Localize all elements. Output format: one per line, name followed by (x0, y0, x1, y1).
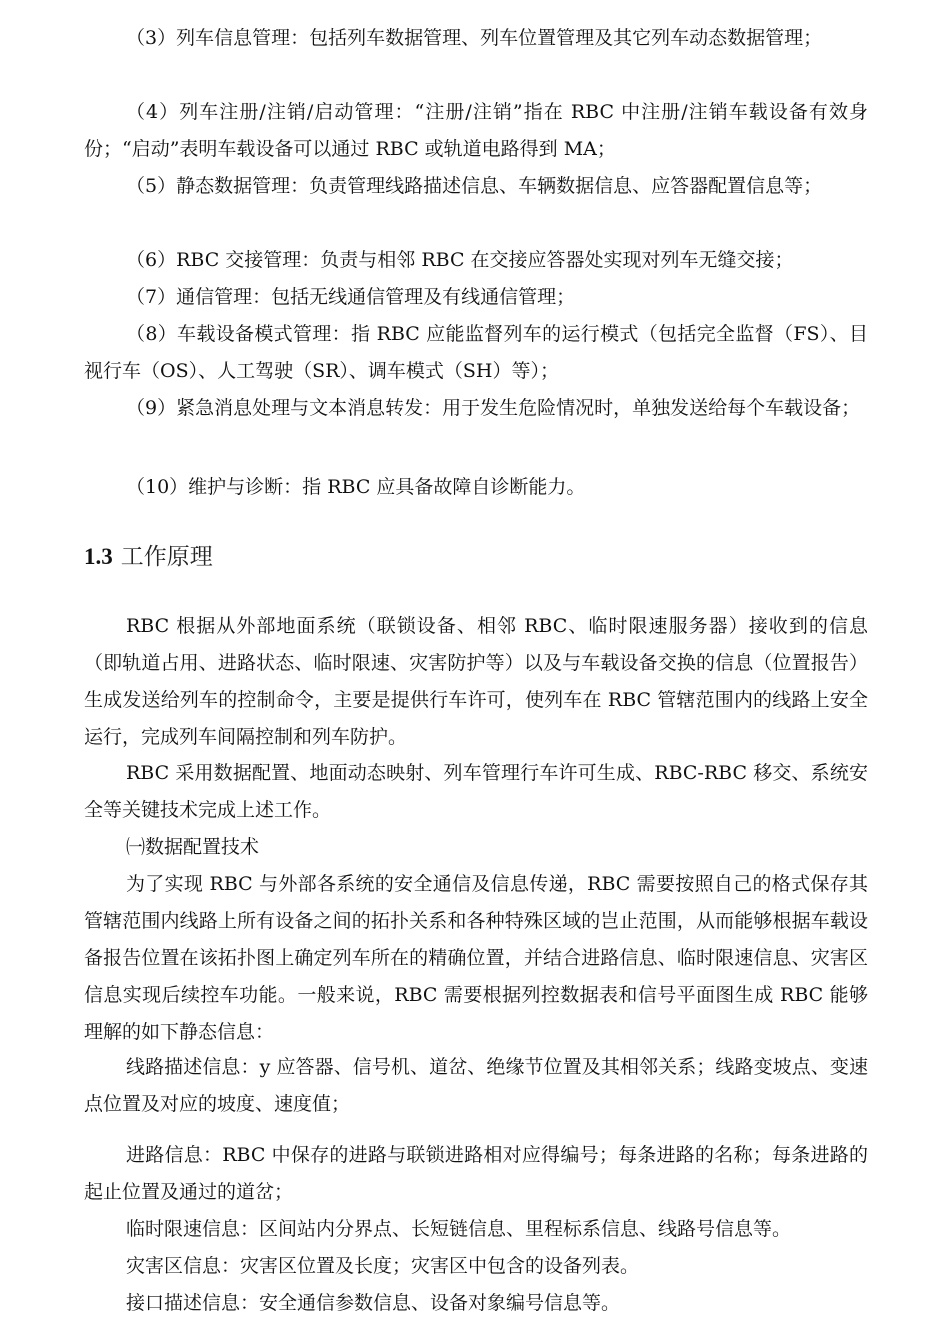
list-item-6: （6）RBC 交接管理：负责与相邻 RBC 在交接应答器处实现对列车无缝交接； (126, 249, 794, 271)
paragraph-data-config: 为了实现 RBC 与外部各系统的安全通信及信息传递，RBC 需要按照自己的格式保存其管辖范围内线路上所有设备之间的拓扑关系和各种特殊区域的岂止范围，从而能够根据车载设备报告位置在该拓扑图上确定列车所在的精确位置，并结合进路信息、临时限速信息、灾害区信息实现后续控车功能。一般来说，RBC 需要根据列控数据表和信号平面图生成 RBC 能够理解的如下静态信息： (84, 873, 868, 1043)
list-item-10: （10）维护与诊断：指 RBC 应具备故障自诊断能力。 (126, 476, 586, 498)
paragraph-rbc-principle: RBC 根据从外部地面系统（联锁设备、相邻 RBC、临时限速服务器）接收到的信息（即轨道占用、进路状态、临时限速、灾害防护等）以及与车载设备交换的信息（位置报告）生成发送给列车的控制命令，主要是提供行车许可，使列车在 RBC 管辖范围内的线路上安全运行，完成列车间隔控制和列车防护。 (84, 615, 868, 748)
paragraph-disaster-zone: 灾害区信息：灾害区位置及长度；灾害区中包含的设备列表。 (126, 1255, 640, 1277)
list-item-3: （3）列车信息管理：包括列车数据管理、列车位置管理及其它列车动态数据管理； (126, 27, 823, 49)
list-item-8: （8）车载设备模式管理：指 RBC 应能监督列车的运行模式（包括完全监督（FS）、目视行车（OS）、人工驾驶（SR）、调车模式（SH）等）； (84, 323, 868, 382)
paragraph-key-technologies: RBC 采用数据配置、地面动态映射、列车管理行车许可生成、RBC-RBC 移交、系统安全等关键技术完成上述工作。 (84, 762, 868, 821)
paragraph-interface-description: 接口描述信息：安全通信参数信息、设备对象编号信息等。 (126, 1292, 621, 1314)
list-item-4: （4）列车注册/注销/启动管理：“注册/注销”指在 RBC 中注册/注销车载设备有效身份；“启动”表明车载设备可以通过 RBC 或轨道电路得到 MA； (84, 101, 868, 160)
section-title: 工作原理 (120, 544, 213, 570)
list-item-5: （5）静态数据管理：负责管理线路描述信息、车辆数据信息、应答器配置信息等； (126, 175, 823, 197)
subheading-data-config: ㈠数据配置技术 (126, 836, 260, 858)
list-item-9: （9）紧急消息处理与文本消息转发：用于发生危险情况时，单独发送给每个车载设备； (126, 397, 861, 419)
section-heading (84, 540, 213, 574)
paragraph-temp-speed-limit: 临时限速信息：区间站内分界点、长短链信息、里程标系信息、线路号信息等。 (126, 1218, 792, 1240)
paragraph-line-description: 线路描述信息：y 应答器、信号机、道岔、绝缘节位置及其相邻关系；线路变坡点、变速点位置及对应的坡度、速度值； (84, 1056, 868, 1115)
section-number: 1.3 (84, 544, 113, 569)
list-item-7: （7）通信管理：包括无线通信管理及有线通信管理； (126, 286, 576, 308)
paragraph-route-info: 进路信息：RBC 中保存的进路与联锁进路相对应得编号；每条进路的名称；每条进路的起止位置及通过的道岔； (84, 1144, 868, 1203)
